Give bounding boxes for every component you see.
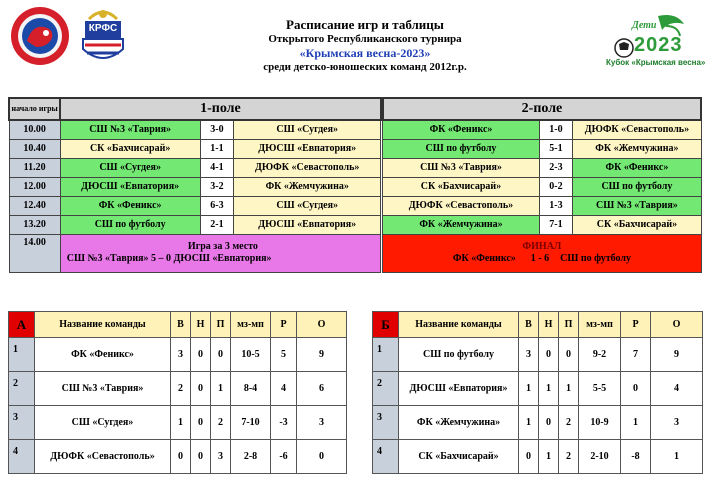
final-home-team: ФК «Феникс»	[452, 253, 516, 264]
draws: 0	[191, 372, 211, 406]
points: 3	[651, 406, 703, 440]
wins: 0	[519, 440, 539, 474]
match-time: 13.20	[9, 215, 60, 234]
goal-diff: 1	[621, 406, 651, 440]
schedule-row	[9, 158, 701, 177]
schedule-header-row	[9, 98, 701, 120]
field1-home-team: ДЮСШ «Евпатория»	[60, 177, 200, 196]
wins: 0	[171, 440, 191, 474]
goals: 10-5	[231, 338, 271, 372]
match-time: 10.40	[9, 139, 60, 158]
losses: 2	[559, 440, 579, 474]
points: 6	[297, 372, 347, 406]
table-row	[373, 406, 703, 440]
goals: 2-10	[579, 440, 621, 474]
crimean-football-union-logo	[75, 5, 131, 67]
position: 2	[9, 372, 35, 406]
col-team-name: Название команды	[35, 312, 171, 338]
wins: 1	[171, 406, 191, 440]
goals: 9-2	[579, 338, 621, 372]
field2-score: 5-1	[539, 139, 573, 158]
final-match	[383, 234, 701, 272]
draws: 0	[539, 406, 559, 440]
final-result	[384, 253, 699, 265]
team-name: ФК «Феникс»	[35, 338, 171, 372]
field-1-header: 1-поле	[60, 98, 380, 120]
draws: 0	[191, 440, 211, 474]
table-row	[9, 406, 347, 440]
table-row	[373, 338, 703, 372]
position: 2	[373, 372, 399, 406]
table-row	[9, 372, 347, 406]
fc-crimea-logo	[10, 5, 70, 67]
table-row	[373, 440, 703, 474]
final-title: ФИНАЛ	[522, 241, 562, 252]
col-goal-diff: Р	[621, 312, 651, 338]
position: 1	[373, 338, 399, 372]
wins: 1	[519, 406, 539, 440]
wins: 3	[171, 338, 191, 372]
tournament-name: «Крымская весна-2023»	[299, 46, 431, 60]
points: 9	[651, 338, 703, 372]
schedule-row	[9, 196, 701, 215]
losses: 2	[211, 406, 231, 440]
draws: 0	[191, 338, 211, 372]
logo-year-text: 2023	[634, 34, 683, 56]
losses: 1	[559, 372, 579, 406]
final-score: 1 - 6	[530, 253, 550, 264]
field2-score: 0-2	[539, 177, 573, 196]
points: 9	[297, 338, 347, 372]
team-name: ДЮСШ «Евпатория»	[399, 372, 519, 406]
goal-diff: 4	[271, 372, 297, 406]
field2-score: 1-3	[539, 196, 573, 215]
col-draws: Н	[539, 312, 559, 338]
col-points: О	[297, 312, 347, 338]
field1-away-team: ДЮСШ «Евпатория»	[234, 139, 381, 158]
field1-score: 3-0	[200, 120, 234, 139]
field2-home-team: ДЮФК «Севастополь»	[383, 196, 539, 215]
wins: 3	[519, 338, 539, 372]
field-2-header: 2-поле	[383, 98, 701, 120]
goal-diff: 5	[271, 338, 297, 372]
losses: 0	[559, 338, 579, 372]
field2-home-team: СШ №3 «Таврия»	[383, 158, 539, 177]
team-name: ДЮФК «Севастополь»	[35, 440, 171, 474]
title-line-4: среди детско-юношеских команд 2012г.р.	[263, 61, 467, 73]
goal-diff: -3	[271, 406, 297, 440]
third-place-result: СШ №3 «Таврия» 5 – 0 ДЮСШ «Евпатория»	[66, 253, 272, 264]
group-a-standings	[8, 311, 347, 474]
group-b-standings	[372, 311, 703, 474]
losses: 3	[211, 440, 231, 474]
group-label: Б	[373, 312, 399, 338]
field1-away-team: ФК «Жемчужина»	[234, 177, 381, 196]
col-wins: В	[171, 312, 191, 338]
position: 3	[9, 406, 35, 440]
goal-diff: -8	[621, 440, 651, 474]
field2-away-team: ДЮФК «Севастополь»	[573, 120, 701, 139]
position: 3	[373, 406, 399, 440]
field1-score: 3-2	[200, 177, 234, 196]
field2-home-team: ФК «Феникс»	[383, 120, 539, 139]
col-draws: Н	[191, 312, 211, 338]
document-title	[200, 18, 530, 74]
wins: 1	[519, 372, 539, 406]
field1-home-team: СК «Бахчисарай»	[60, 139, 200, 158]
col-goals: мз-мп	[579, 312, 621, 338]
field2-away-team: ФК «Феникс»	[573, 158, 701, 177]
logo-cup-caption: Кубок «Крымская весна»	[606, 58, 706, 67]
draws: 0	[539, 338, 559, 372]
title-line-2: Открытого Республиканского турнира	[268, 33, 462, 45]
draws: 1	[539, 372, 559, 406]
wins: 2	[171, 372, 191, 406]
field1-away-team: ДЮФК «Севастополь»	[234, 158, 381, 177]
field1-away-team: СШ «Сугдея»	[234, 196, 381, 215]
match-time: 12.00	[9, 177, 60, 196]
team-name: ФК «Жемчужина»	[399, 406, 519, 440]
col-points: О	[651, 312, 703, 338]
goals: 5-5	[579, 372, 621, 406]
col-losses: П	[211, 312, 231, 338]
field1-score: 6-3	[200, 196, 234, 215]
points: 1	[651, 440, 703, 474]
group-label: А	[9, 312, 35, 338]
field2-home-team: СК «Бахчисарай»	[383, 177, 539, 196]
field1-away-team: ДЮСШ «Евпатория»	[234, 215, 381, 234]
position: 4	[9, 440, 35, 474]
field1-score: 1-1	[200, 139, 234, 158]
standings-header-row	[9, 312, 347, 338]
goals: 8-4	[231, 372, 271, 406]
position: 4	[373, 440, 399, 474]
field1-home-team: СШ №3 «Таврия»	[60, 120, 200, 139]
field1-score: 2-1	[200, 215, 234, 234]
schedule-table	[8, 97, 702, 273]
goals: 10-9	[579, 406, 621, 440]
losses: 2	[559, 406, 579, 440]
schedule-row	[9, 177, 701, 196]
field2-score: 2-3	[539, 158, 573, 177]
match-time: 10.00	[9, 120, 60, 139]
position: 1	[9, 338, 35, 372]
team-name: СШ №3 «Таврия»	[35, 372, 171, 406]
field2-score: 7-1	[539, 215, 573, 234]
table-row	[373, 372, 703, 406]
points: 3	[297, 406, 347, 440]
final-away-team: СШ по футболу	[560, 253, 632, 264]
crimean-spring-cup-logo	[606, 12, 706, 72]
logo-kids-text: Дети	[632, 20, 657, 31]
third-place-match	[60, 234, 380, 272]
field2-away-team: СШ по футболу	[573, 177, 701, 196]
field2-away-team: СК «Бахчисарай»	[573, 215, 701, 234]
field1-away-team: СШ «Сугдея»	[234, 120, 381, 139]
start-time-header: начало игры	[9, 98, 60, 120]
third-place-title: Игра за 3 место	[187, 241, 258, 252]
field2-home-team: СШ по футболу	[383, 139, 539, 158]
match-time: 14.00	[9, 234, 60, 272]
col-goal-diff: Р	[271, 312, 297, 338]
field2-score: 1-0	[539, 120, 573, 139]
match-time: 12.40	[9, 196, 60, 215]
field1-home-team: СШ «Сугдея»	[60, 158, 200, 177]
table-row	[9, 338, 347, 372]
crfs-logo-text: КРФС	[88, 23, 118, 34]
schedule-row	[9, 139, 701, 158]
schedule-final-row	[9, 234, 701, 272]
field2-away-team: ФК «Жемчужина»	[573, 139, 701, 158]
table-row	[9, 440, 347, 474]
points: 4	[651, 372, 703, 406]
title-line-1: Расписание игр и таблицы	[286, 17, 444, 32]
draws: 1	[539, 440, 559, 474]
losses: 1	[211, 372, 231, 406]
col-wins: В	[519, 312, 539, 338]
match-time: 11.20	[9, 158, 60, 177]
goal-diff: 7	[621, 338, 651, 372]
points: 0	[297, 440, 347, 474]
goals: 2-8	[231, 440, 271, 474]
draws: 0	[191, 406, 211, 440]
goal-diff: -6	[271, 440, 297, 474]
team-name: СШ «Сугдея»	[35, 406, 171, 440]
field1-score: 4-1	[200, 158, 234, 177]
field1-home-team: ФК «Феникс»	[60, 196, 200, 215]
field2-away-team: СШ №3 «Таврия»	[573, 196, 701, 215]
field1-home-team: СШ по футболу	[60, 215, 200, 234]
col-goals: мз-мп	[231, 312, 271, 338]
goal-diff: 0	[621, 372, 651, 406]
team-name: СК «Бахчисарай»	[399, 440, 519, 474]
field2-home-team: ФК «Жемчужина»	[383, 215, 539, 234]
schedule-row	[9, 215, 701, 234]
col-losses: П	[559, 312, 579, 338]
team-name: СШ по футболу	[399, 338, 519, 372]
schedule-row	[9, 120, 701, 139]
col-team-name: Название команды	[399, 312, 519, 338]
goals: 7-10	[231, 406, 271, 440]
losses: 0	[211, 338, 231, 372]
standings-header-row	[373, 312, 703, 338]
